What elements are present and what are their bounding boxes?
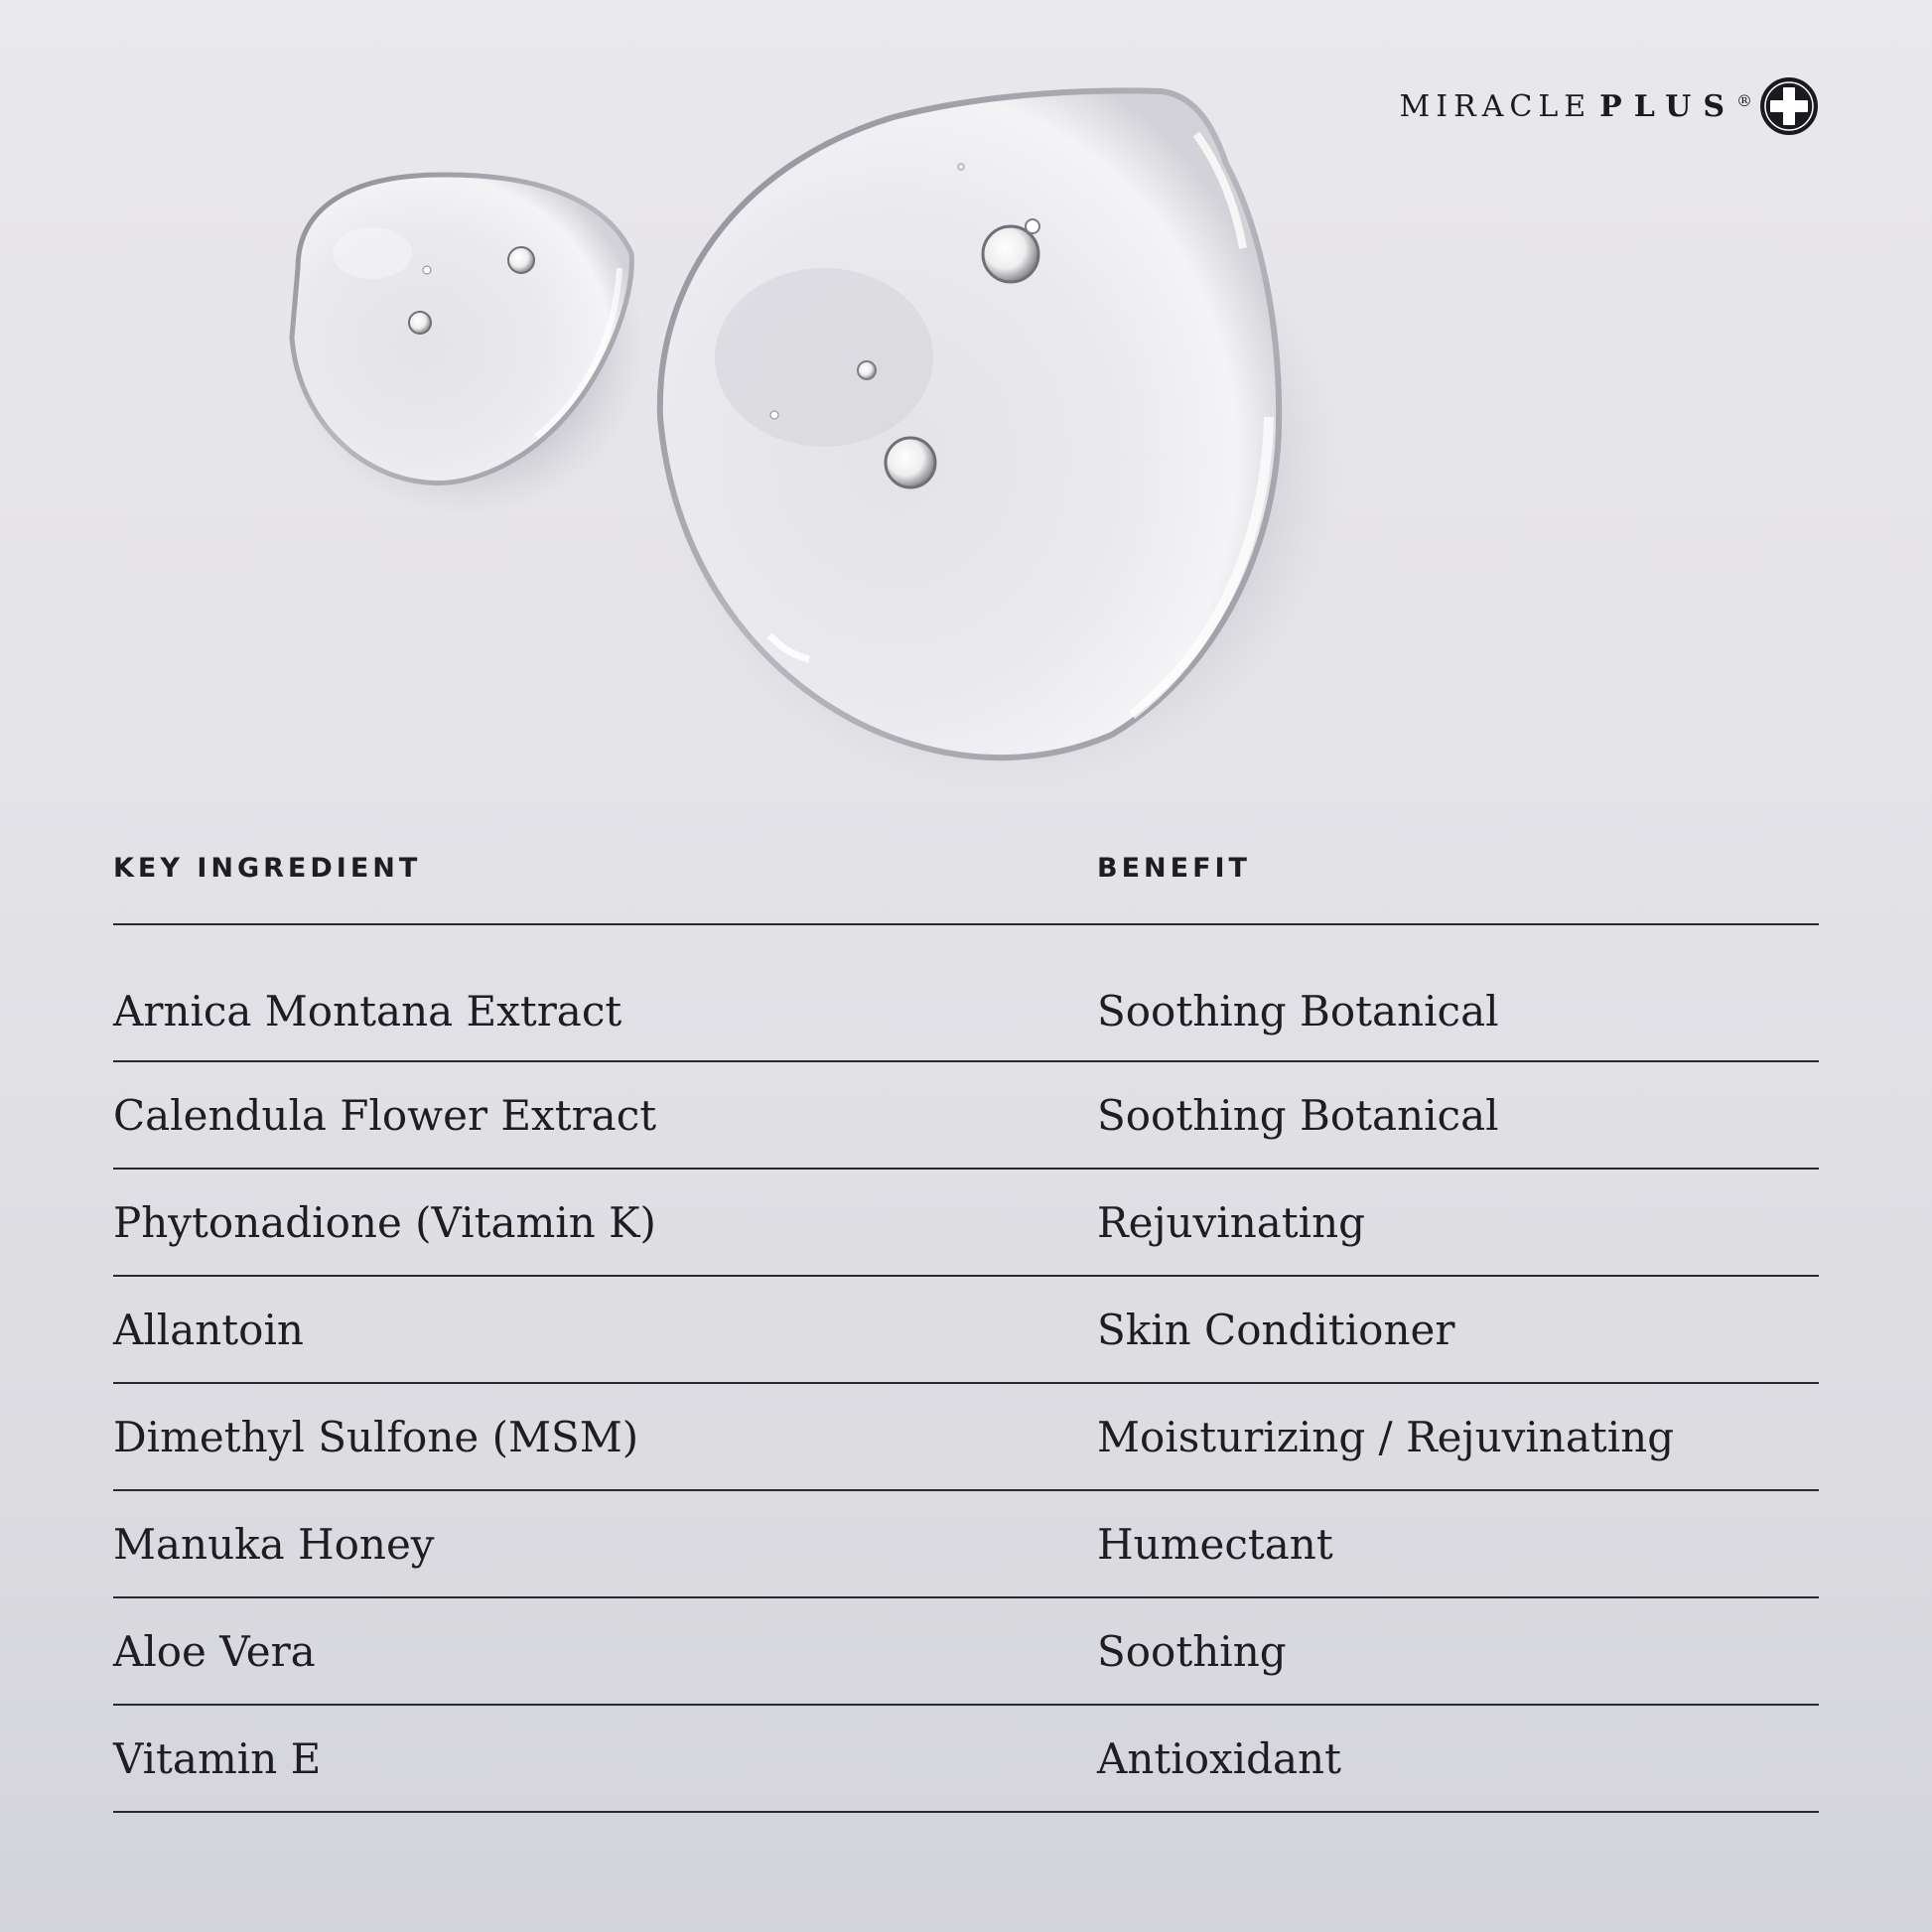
table-row bbox=[113, 1277, 1819, 1384]
table-row bbox=[113, 1491, 1819, 1598]
benefit-cell: Moisturizing / Rejuvinating bbox=[1097, 1412, 1675, 1461]
registered-mark: ® bbox=[1736, 90, 1752, 110]
ingredient-cell: Aloe Vera bbox=[113, 1626, 316, 1676]
ingredient-cell: Allantoin bbox=[113, 1305, 304, 1354]
table-row bbox=[113, 1062, 1819, 1170]
brand-wordmark bbox=[1400, 89, 1752, 124]
benefit-cell: Soothing Botanical bbox=[1097, 1090, 1499, 1140]
ingredient-cell: Phytonadione (Vitamin K) bbox=[113, 1197, 656, 1247]
table-row bbox=[113, 1384, 1819, 1491]
brand-name-regular: MIRACLE bbox=[1399, 88, 1592, 124]
header-benefit: BENEFIT bbox=[1097, 853, 1251, 884]
benefit-cell: Antioxidant bbox=[1097, 1733, 1341, 1783]
benefit-cell: Soothing Botanical bbox=[1097, 986, 1499, 1035]
header-key-ingredient: KEY INGREDIENT bbox=[113, 853, 422, 884]
benefit-cell: Rejuvinating bbox=[1097, 1197, 1366, 1247]
table-row bbox=[113, 1706, 1819, 1813]
ingredient-table bbox=[113, 849, 1819, 1813]
benefit-cell: Soothing bbox=[1097, 1626, 1287, 1676]
ingredient-cell: Calendula Flower Extract bbox=[113, 1090, 657, 1140]
benefit-cell: Humectant bbox=[1097, 1519, 1333, 1569]
ingredient-cell: Vitamin E bbox=[113, 1733, 322, 1783]
table-row bbox=[113, 1598, 1819, 1706]
ingredient-cell: Dimethyl Sulfone (MSM) bbox=[113, 1412, 639, 1461]
circle-plus-icon bbox=[1758, 75, 1820, 137]
ingredient-cell: Manuka Honey bbox=[113, 1519, 435, 1569]
brand-logo-lockup bbox=[1400, 75, 1820, 137]
brand-name-bold: PLUS bbox=[1599, 88, 1736, 124]
ingredient-cell: Arnica Montana Extract bbox=[113, 986, 622, 1035]
table-row bbox=[113, 925, 1819, 1062]
benefit-cell: Skin Conditioner bbox=[1097, 1305, 1455, 1354]
table-header bbox=[113, 849, 1819, 925]
table-row bbox=[113, 1170, 1819, 1277]
